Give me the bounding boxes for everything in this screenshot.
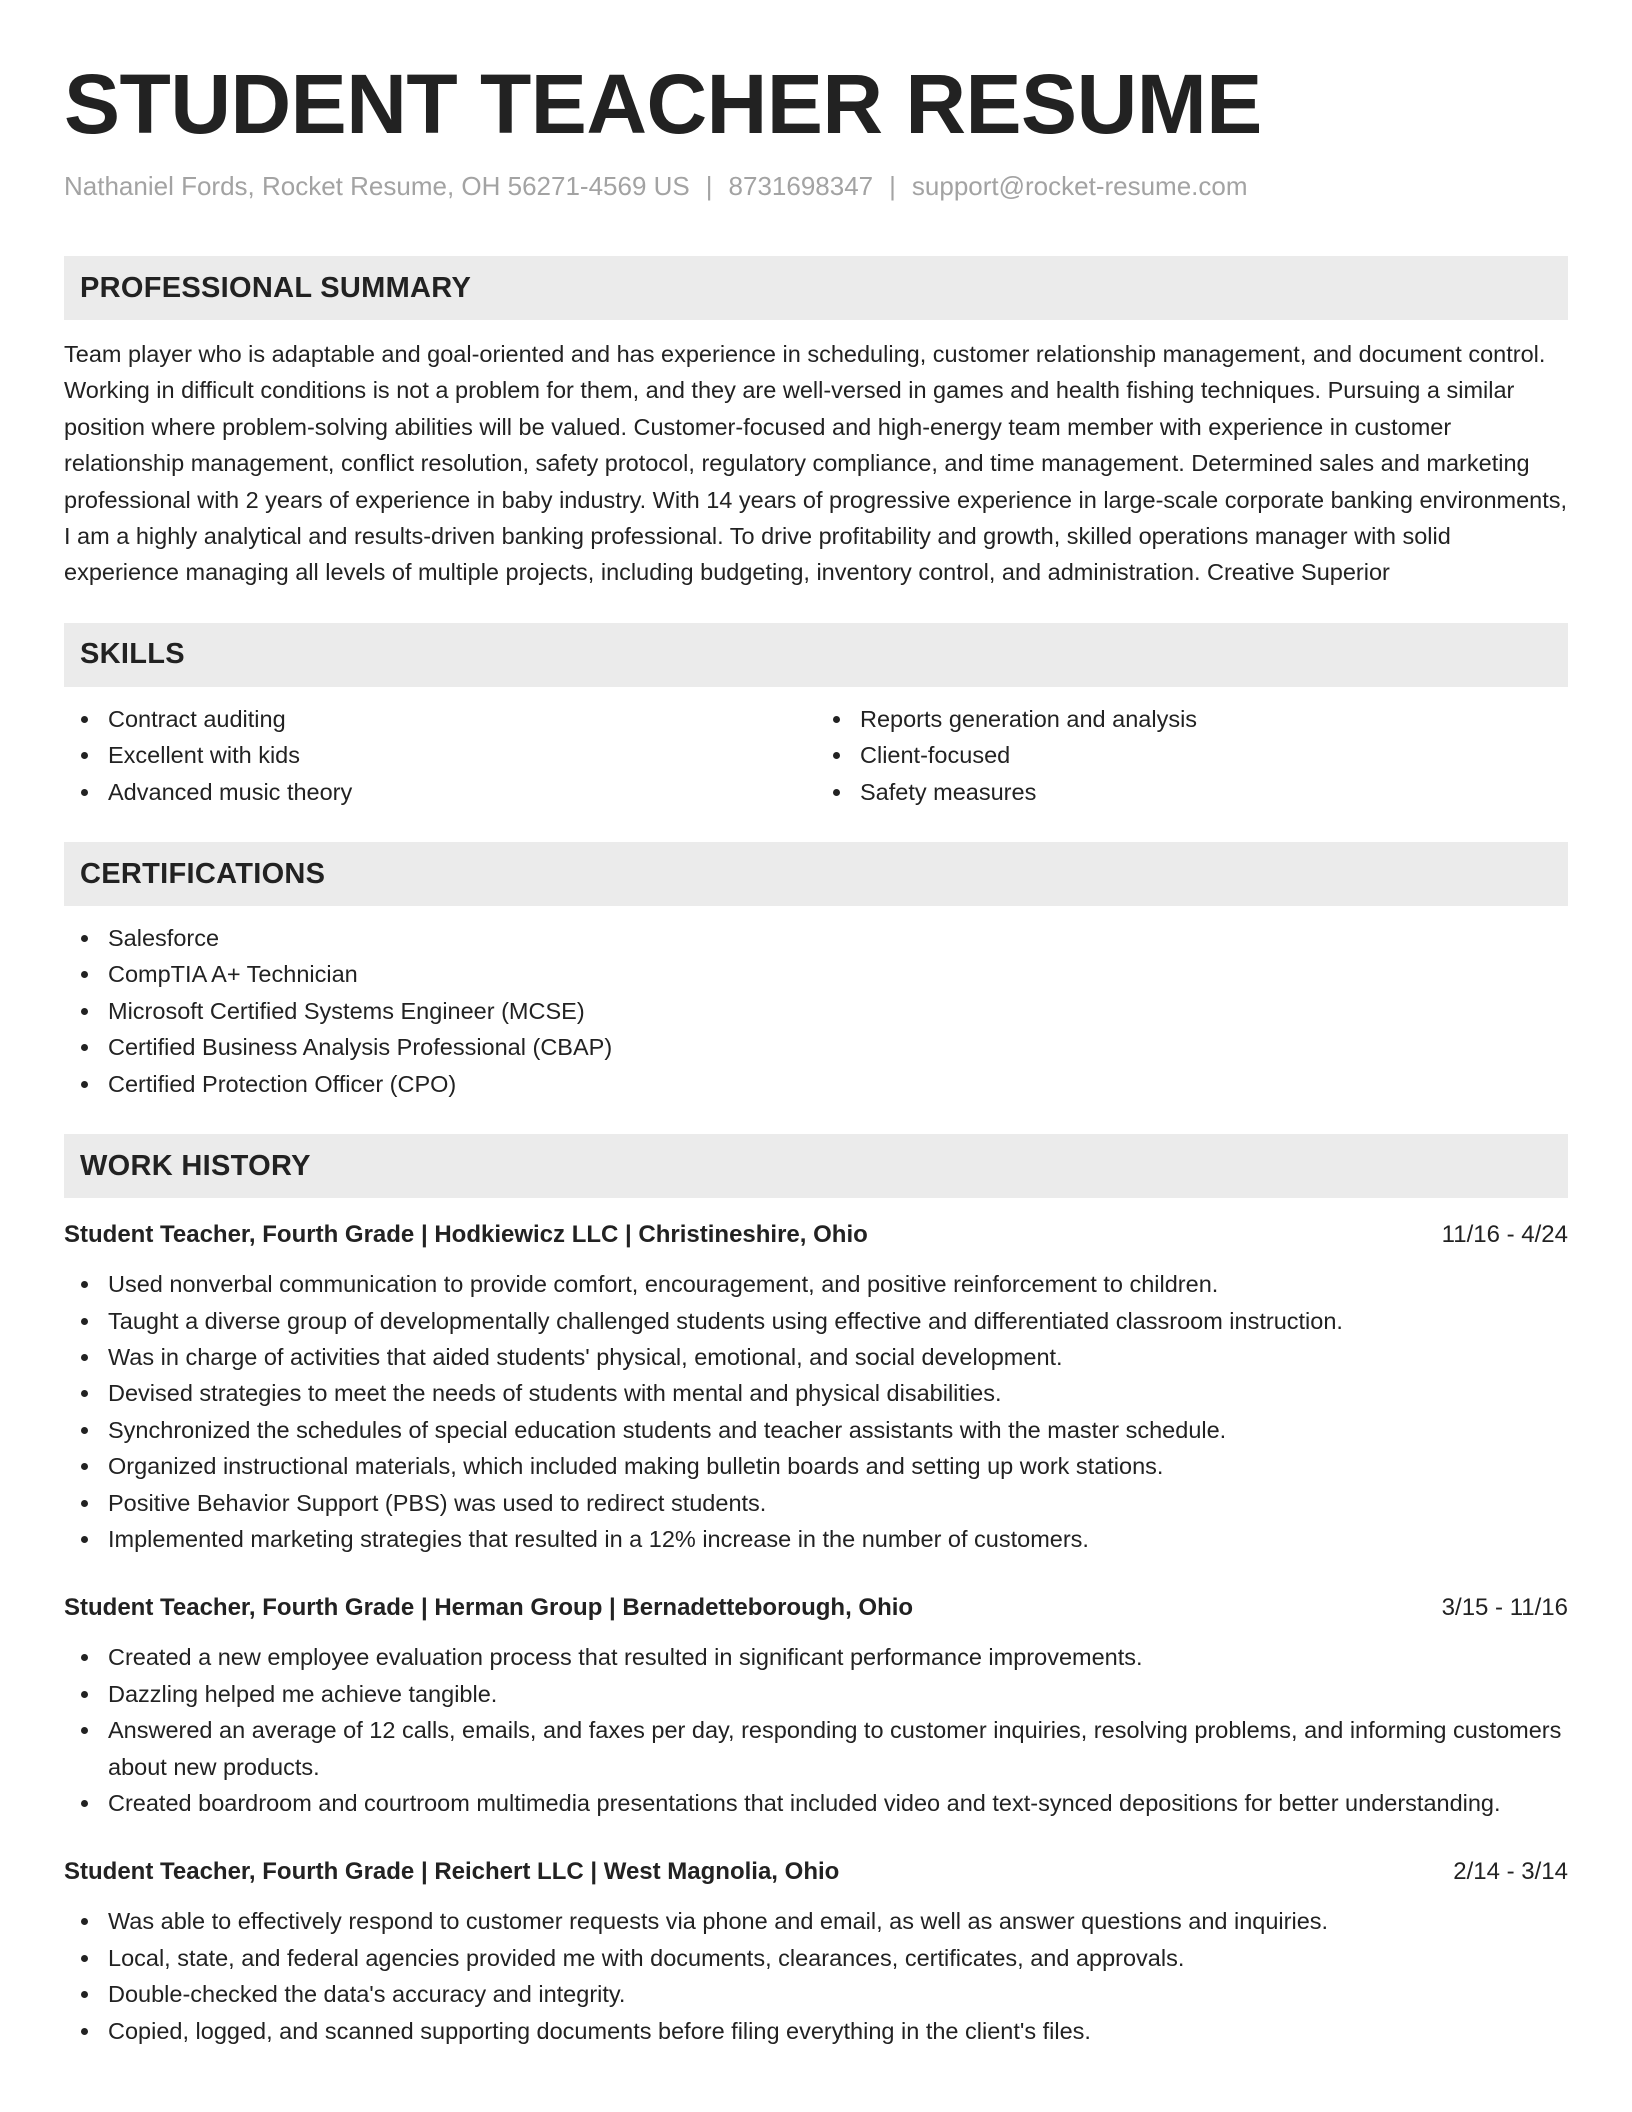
job-bullet: Implemented marketing strategies that resulted in a 12% increase in the number of customers.: [64, 1521, 1568, 1557]
skills-section: [64, 623, 1568, 810]
resume-title: STUDENT TEACHER RESUME: [64, 57, 1262, 151]
job-bullet: Local, state, and federal agencies provided me with documents, clearances, certificates, and approvals.: [64, 1940, 1568, 1976]
skill-item: Reports generation and analysis: [816, 701, 1568, 737]
job-dates: 2/14 - 3/14: [1453, 1858, 1568, 1886]
certification-item: Certified Protection Officer (CPO): [64, 1066, 1568, 1102]
job-bullets: [64, 1266, 1568, 1557]
contact-phone: 8731698347: [728, 171, 874, 201]
job-dates: 3/15 - 11/16: [1441, 1594, 1568, 1622]
job-bullet: Answered an average of 12 calls, emails, and faxes per day, responding to customer inquiries, resolving problems, and informing customers about new products.: [64, 1712, 1568, 1785]
job-bullet: Organized instructional materials, which included making bulletin boards and setting up work stations.: [64, 1448, 1568, 1484]
job-bullet: Synchronized the schedules of special education students and teacher assistants with the master schedule.: [64, 1412, 1568, 1448]
job-bullets: [64, 1639, 1568, 1821]
job-bullet: Was able to effectively respond to customer requests via phone and email, as well as answer questions and inquiries.: [64, 1903, 1568, 1939]
job-bullet: Was in charge of activities that aided students' physical, emotional, and social development.: [64, 1339, 1568, 1375]
job-bullet: Devised strategies to meet the needs of students with mental and physical disabilities.: [64, 1375, 1568, 1411]
job-bullet: Copied, logged, and scanned supporting documents before filing everything in the client's files.: [64, 2013, 1568, 2049]
job-title: Student Teacher, Fourth Grade | Hodkiewicz LLC | Christineshire, Ohio: [64, 1221, 868, 1249]
skill-item: Client-focused: [816, 737, 1568, 773]
work-history-section: [64, 1134, 1568, 2049]
job-entry: [64, 1591, 1568, 1821]
certifications-list: [64, 920, 1568, 1102]
contact-email: support@rocket-resume.com: [911, 171, 1248, 201]
job-dates: 11/16 - 4/24: [1441, 1221, 1568, 1249]
job-bullet: Taught a diverse group of developmentally challenged students using effective and differentiated classroom instruction.: [64, 1303, 1568, 1339]
job-entry: [64, 1855, 1568, 2049]
contact-address: Nathaniel Fords, Rocket Resume, OH 56271-4569 US: [64, 171, 690, 201]
professional-summary-section: [64, 256, 1568, 591]
contact-separator: |: [705, 171, 713, 201]
section-heading-skills: SKILLS: [64, 623, 1568, 687]
job-bullets: [64, 1903, 1568, 2049]
section-heading-summary: PROFESSIONAL SUMMARY: [64, 256, 1568, 320]
skill-item: Excellent with kids: [64, 737, 816, 773]
section-heading-certifications: CERTIFICATIONS: [64, 842, 1568, 906]
job-header: [64, 1591, 1568, 1625]
skills-list-right: [816, 701, 1568, 810]
job-bullet: Double-checked the data's accuracy and integrity.: [64, 1976, 1568, 2012]
job-bullet: Dazzling helped me achieve tangible.: [64, 1676, 1568, 1712]
job-title: Student Teacher, Fourth Grade | Herman Group | Bernadetteborough, Ohio: [64, 1594, 914, 1622]
skills-list-left: [64, 701, 816, 810]
contact-line: [64, 168, 1568, 204]
job-title: Student Teacher, Fourth Grade | Reichert LLC | West Magnolia, Ohio: [64, 1858, 840, 1886]
job-bullet: Used nonverbal communication to provide comfort, encouragement, and positive reinforcement to children.: [64, 1266, 1568, 1302]
job-bullet: Created a new employee evaluation process that resulted in significant performance improvements.: [64, 1639, 1568, 1675]
certification-item: CompTIA A+ Technician: [64, 956, 1568, 992]
job-bullet: Created boardroom and courtroom multimedia presentations that included video and text-synced depositions for better understanding.: [64, 1785, 1568, 1821]
certification-item: Salesforce: [64, 920, 1568, 956]
job-bullet: Positive Behavior Support (PBS) was used to redirect students.: [64, 1485, 1568, 1521]
skills-grid: [64, 687, 1568, 810]
skill-item: Contract auditing: [64, 701, 816, 737]
certification-item: Microsoft Certified Systems Engineer (MCSE): [64, 993, 1568, 1029]
skill-item: Safety measures: [816, 774, 1568, 810]
job-header: [64, 1218, 1568, 1252]
job-header: [64, 1855, 1568, 1889]
certification-item: Certified Business Analysis Professional (CBAP): [64, 1029, 1568, 1065]
summary-text: Team player who is adaptable and goal-oriented and has experience in scheduling, customer relationship management, and document control. Working in difficult conditions is not a problem for them, and they are well-versed in games and health fishing techniques. Pursuing a similar position where problem-solving abilities will be valued. Customer-focused and high-energy team member with experience in customer relationship management, conflict resolution, safety protocol, regulatory compliance, and time management. Determined sales and marketing professional with 2 years of experience in baby industry. With 14 years of progressive experience in large-scale corporate banking environments, I am a highly analytical and results-driven banking professional. To drive profitability and growth, skilled operations manager with solid experience managing all levels of multiple projects, including budgeting, inventory control, and administration. Creative Superior: [64, 341, 1568, 586]
section-heading-work-history: WORK HISTORY: [64, 1134, 1568, 1198]
certifications-section: [64, 842, 1568, 1102]
job-entry: [64, 1218, 1568, 1557]
contact-separator: |: [889, 171, 896, 201]
skill-item: Advanced music theory: [64, 774, 816, 810]
